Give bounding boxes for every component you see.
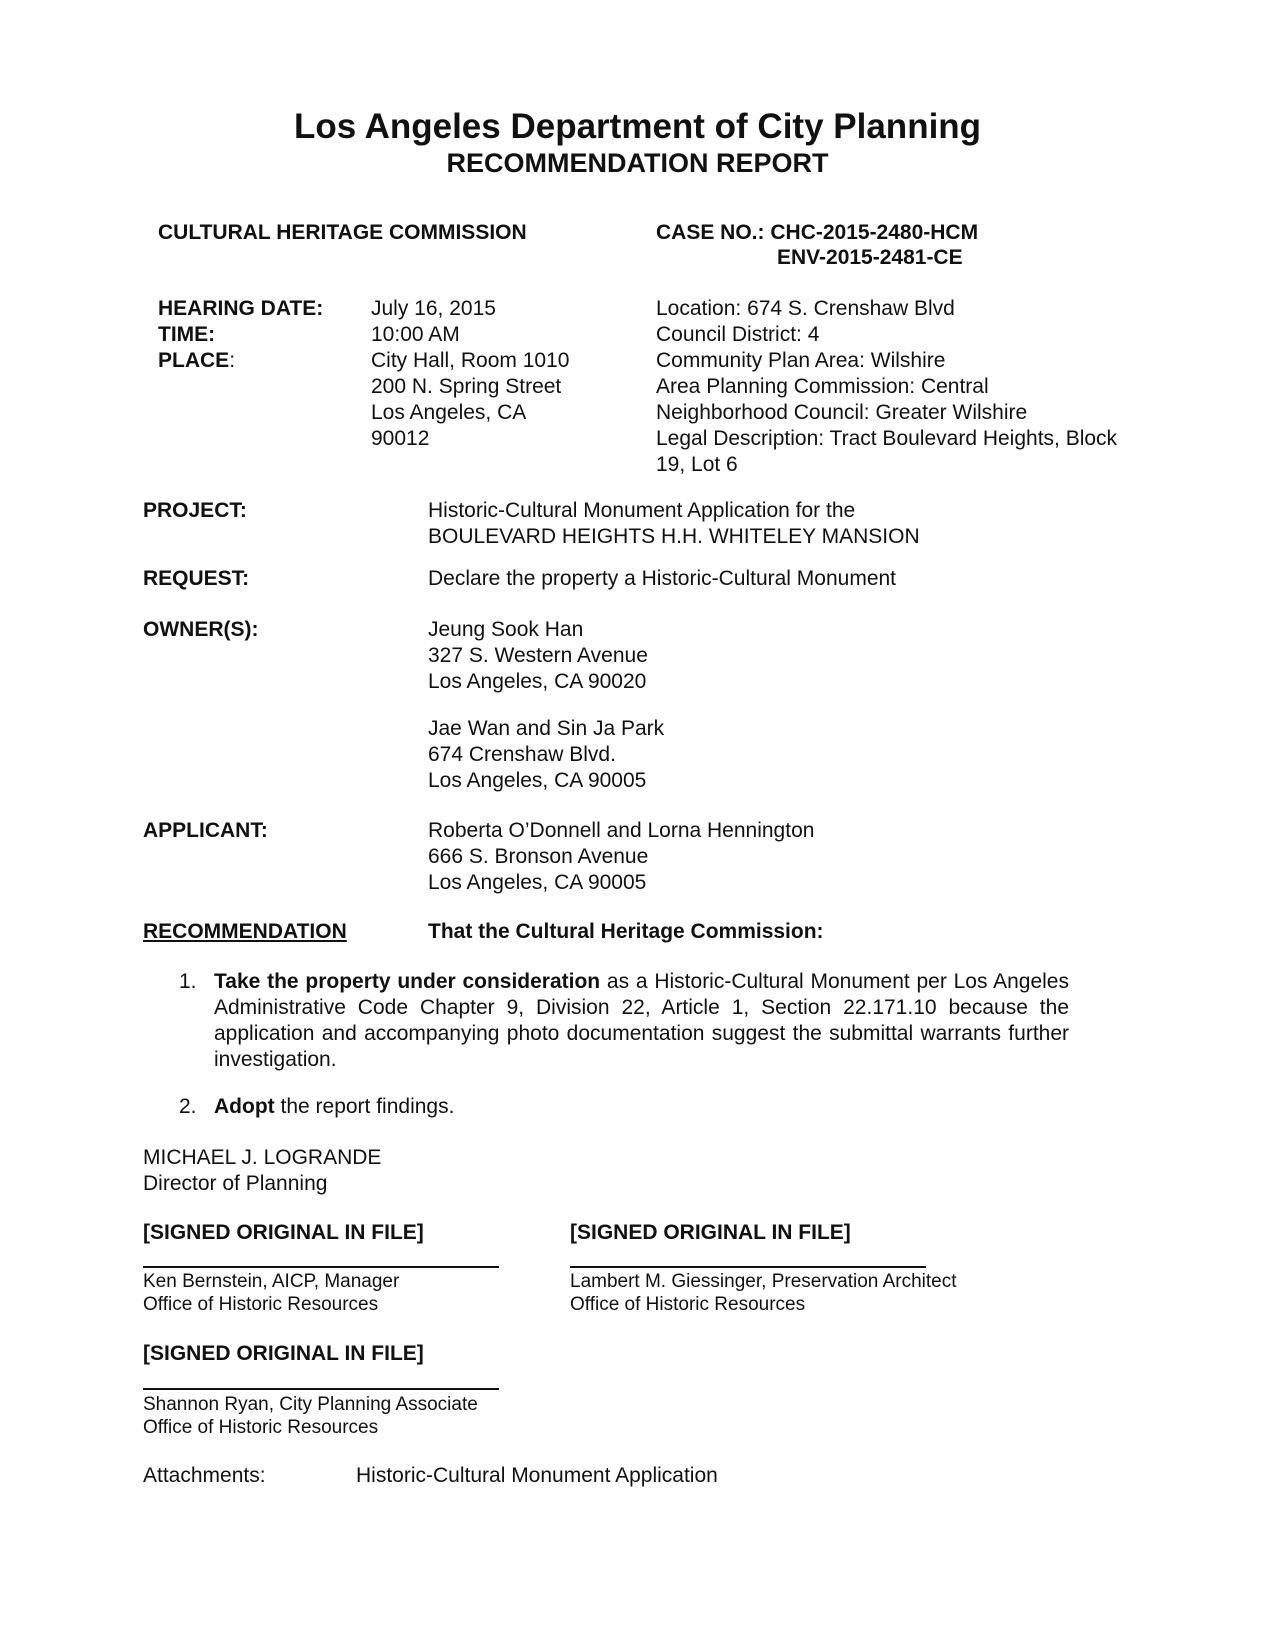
signatory-office: Office of Historic Resources	[570, 1294, 806, 1315]
report-title: Los Angeles Department of City Planning	[293, 107, 982, 146]
recommendation-item-2	[214, 1094, 454, 1120]
case-label: CASE NO.:	[656, 221, 765, 244]
place-label: PLACE	[158, 349, 230, 372]
recommendation-label: RECOMMENDATION	[143, 920, 347, 943]
applicant-line: Roberta O’Donnell and Lorna Hennington	[428, 819, 815, 842]
signatory-1	[143, 1270, 399, 1316]
env-number: ENV-2015-2481-CE	[777, 246, 963, 269]
community-plan-line: Community Plan Area: Wilshire	[656, 349, 946, 372]
legal-description-line: 19, Lot 6	[656, 453, 738, 476]
neighborhood-council-line: Neighborhood Council: Greater Wilshire	[656, 401, 1028, 424]
place-label-colon: :	[229, 349, 236, 372]
project-text	[428, 498, 920, 550]
case-number-value: CHC-2015-2480-HCM	[770, 221, 979, 244]
signed-original-1: [SIGNED ORIGINAL IN FILE]	[143, 1221, 424, 1244]
attachments-label: Attachments:	[143, 1464, 266, 1487]
signature-line	[570, 1266, 926, 1268]
applicant-text	[428, 818, 814, 896]
applicant-line: Los Angeles, CA 90005	[428, 871, 647, 894]
director-block	[143, 1145, 381, 1197]
owner-line: Los Angeles, CA 90005	[428, 769, 647, 792]
owner-line: 327 S. Western Avenue	[428, 644, 648, 667]
recommendation-item-bold: Take the property under consideration	[214, 970, 601, 993]
signatory-name: Lambert M. Giessinger, Preservation Architect	[570, 1271, 957, 1292]
request-text: Declare the property a Historic-Cultural Monument	[428, 567, 897, 590]
applicant-label: APPLICANT:	[143, 819, 268, 842]
owner-line: Jae Wan and Sin Ja Park	[428, 717, 665, 740]
request-label: REQUEST:	[143, 567, 250, 590]
signatory-2	[570, 1270, 957, 1316]
recommendation-heading: That the Cultural Heritage Commission:	[428, 920, 824, 943]
signatory-office: Office of Historic Resources	[143, 1417, 379, 1438]
recommendation-number-1: 1.	[179, 970, 197, 993]
project-line: Historic-Cultural Monument Application for the	[428, 499, 856, 522]
place-line: Los Angeles, CA	[371, 401, 527, 424]
report-subtitle: RECOMMENDATION REPORT	[446, 148, 829, 178]
signatory-office: Office of Historic Resources	[143, 1294, 379, 1315]
director-name: MICHAEL J. LOGRANDE	[143, 1146, 382, 1169]
attachments-value: Historic-Cultural Monument Application	[356, 1464, 718, 1487]
signed-original-3: [SIGNED ORIGINAL IN FILE]	[143, 1342, 424, 1365]
owner-line: 674 Crenshaw Blvd.	[428, 743, 616, 766]
commission-name: CULTURAL HERITAGE COMMISSION	[158, 221, 527, 244]
area-planning-line: Area Planning Commission: Central	[656, 375, 989, 398]
owner-line: Los Angeles, CA 90020	[428, 670, 647, 693]
place-line: City Hall, Room 1010	[371, 349, 570, 372]
place-line: 200 N. Spring Street	[371, 375, 562, 398]
hearing-date: July 16, 2015	[371, 297, 496, 320]
place-line: 90012	[371, 427, 430, 450]
signatory-3	[143, 1393, 478, 1439]
director-title: Director of Planning	[143, 1172, 328, 1195]
owners-label: OWNER(S):	[143, 618, 259, 641]
recommendation-number-2: 2.	[179, 1095, 197, 1118]
signatory-name: Shannon Ryan, City Planning Associate	[143, 1394, 478, 1415]
place-label-row	[158, 348, 323, 374]
hearing-values	[371, 296, 569, 452]
hearing-labels	[158, 296, 323, 374]
location-info	[656, 296, 1117, 478]
time-label: TIME:	[158, 323, 216, 346]
project-line: BOULEVARD HEIGHTS H.H. WHITELEY MANSION	[428, 525, 920, 548]
case-number	[656, 220, 978, 246]
recommendation-item-1	[214, 969, 1069, 1073]
location-line: Location: 674 S. Crenshaw Blvd	[656, 297, 955, 320]
hearing-time: 10:00 AM	[371, 323, 460, 346]
owner-1	[428, 617, 648, 695]
recommendation-item-rest: as a Historic-Cultural Monument per Los Angeles Administrative Code Chapter 9, Division 22, Article 1, Section 22.171.10 because the application and accompanying photo documentation suggest the submittal warrants further investigation.	[214, 970, 1069, 1071]
signatory-name: Ken Bernstein, AICP, Manager	[143, 1271, 400, 1292]
signed-original-2: [SIGNED ORIGINAL IN FILE]	[570, 1221, 851, 1244]
signature-line	[143, 1266, 499, 1268]
owner-line: Jeung Sook Han	[428, 618, 584, 641]
hearing-date-label: HEARING DATE:	[158, 297, 324, 320]
council-district-line: Council District: 4	[656, 323, 820, 346]
applicant-line: 666 S. Bronson Avenue	[428, 845, 649, 868]
recommendation-item-rest: the report findings.	[274, 1095, 455, 1118]
owner-2	[428, 716, 664, 794]
legal-description-line: Legal Description: Tract Boulevard Heights, Block	[656, 427, 1118, 450]
signature-line	[143, 1388, 499, 1390]
project-label: PROJECT:	[143, 499, 247, 522]
recommendation-item-bold: Adopt	[214, 1095, 275, 1118]
